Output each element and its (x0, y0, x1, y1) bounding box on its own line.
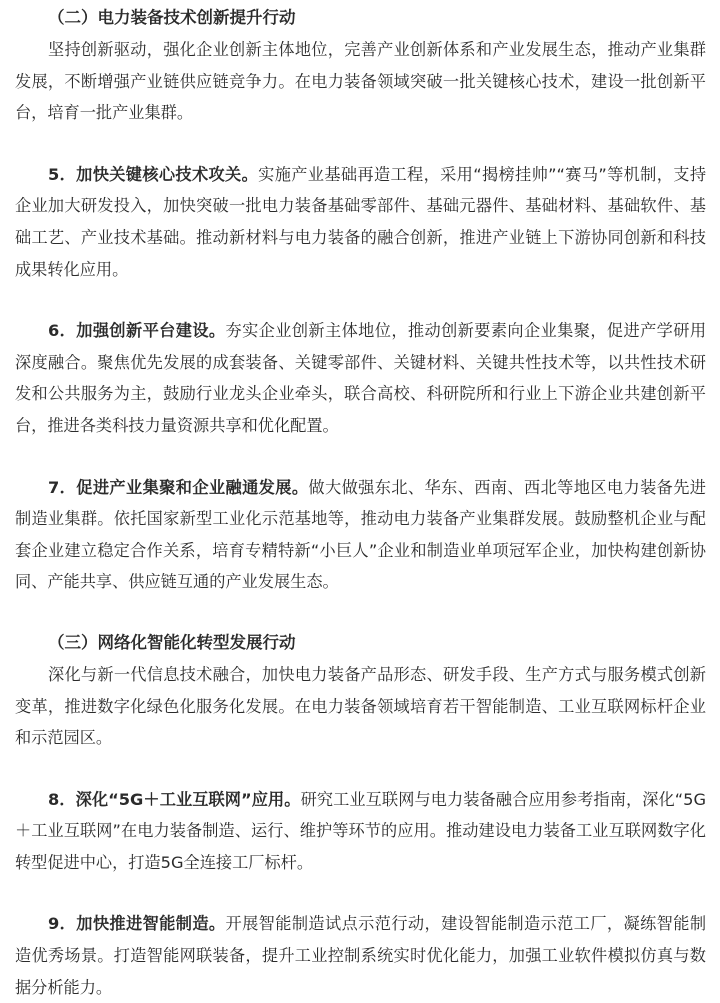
section-2-intro-paragraph: 坚持创新驱动，强化企业创新主体地位，完善产业创新体系和产业发展生态，推动产业集群发展，不断增强产业链供应链竞争力。在电力装备领域突破一批关键核心技术，建设一批创新平台，培育一批产业集群。 (15, 40, 706, 123)
item-8-paragraph (15, 784, 706, 879)
item-6-paragraph (15, 315, 706, 441)
item-8-title: 8．深化“5G＋工业互联网”应用。 (48, 789, 301, 809)
item-5-body: 实施产业基础再造工程，采用“揭榜挂帅”“赛马”等机制，支持企业加大研发投入，加快突破一批电力装备基础零部件、基础元器件、基础材料、基础软件、基础工艺、产业技术基础。推动新材料与电力装备的融合创新，推进产业链上下游协同创新和科技成果转化应用。 (15, 164, 707, 279)
item-9-body: 开展智能制造试点示范行动，建设智能制造示范工厂，凝练智能制造优秀场景。打造智能网联装备，提升工业控制系统实时优化能力，加强工业软件模拟仿真与数据分析能力。 (15, 914, 707, 997)
item-6-body: 夯实企业创新主体地位，推动创新要素向企业集聚，促进产学研用深度融合。聚焦优先发展的成套装备、关键零部件、关键材料、关键共性技术等，以共性技术研发和公共服务为主，鼓励行业龙头企业牵头，联合高校、科研院所和行业上下游企业共建创新平台，推进各类科技力量资源共享和优化配置。 (15, 321, 707, 435)
item-9-title: 9．加快推进智能制造。 (48, 914, 226, 934)
item-8-body: 研究工业互联网与电力装备融合应用参考指南，深化“5G＋工业互联网”在电力装备制造、运行、维护等环节的应用。推动建设电力装备工业互联网数字化转型促进中心，打造5G全连接工厂标杆。 (15, 789, 706, 872)
item-5-paragraph (15, 159, 706, 285)
item-9-paragraph (15, 908, 706, 1003)
section-3-intro-paragraph: 深化与新一代信息技术融合，加快电力装备产品形态、研发手段、生产方式与服务模式创新变革，推进数字化绿色化服务化发展。在电力装备领域培育若干智能制造、工业互联网标杆企业和示范园区。 (15, 664, 706, 748)
item-7-body: 做大做强东北、华东、西南、西北等地区电力装备先进制造业集群。依托国家新型工业化示范基地等，推动电力装备产业集群发展。鼓励整机企业与配套企业建立稳定合作关系，培育专精特新“小巨人”企业和制造业单项冠军企业，加快构建创新协同、产能共享、供应链互通的产业发展生态。 (15, 477, 706, 592)
item-7-paragraph (15, 472, 706, 598)
section-heading-2: （二）电力装备技术创新提升行动 (48, 8, 296, 27)
section-heading-3: （三）网络化智能化转型发展行动 (48, 632, 296, 652)
item-7-title: 7．促进产业集聚和企业融通发展。 (48, 477, 309, 497)
item-5-title: 5．加快关键核心技术攻关。 (48, 164, 259, 184)
item-6-title: 6．加强创新平台建设。 (48, 321, 226, 341)
document-page (0, 2, 720, 997)
